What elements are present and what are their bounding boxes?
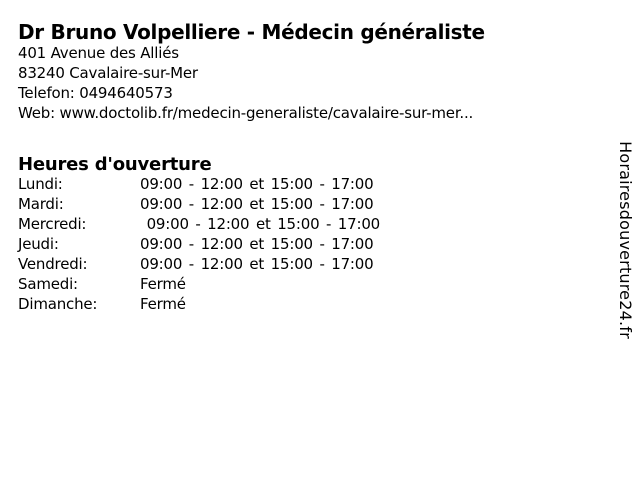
- contact-block: [18, 43, 473, 123]
- hours-row-tuesday: [18, 194, 380, 214]
- address-line-1: 401 Avenue des Alliés: [18, 44, 179, 62]
- hours-row-thursday: [18, 234, 380, 254]
- day-label: Mercredi:: [18, 215, 87, 233]
- opening-hours-table: [18, 174, 380, 314]
- opening-hours-heading: Heures d'ouverture: [18, 153, 212, 175]
- hours-value: 09:00 - 12:00 et 15:00 - 17:00: [140, 195, 374, 213]
- address-line-2: 83240 Cavalaire-sur-Mer: [18, 64, 198, 82]
- hours-row-friday: [18, 254, 380, 274]
- hours-row-sunday: [18, 294, 380, 314]
- hours-value: 09:00 - 12:00 et 15:00 - 17:00: [140, 255, 374, 273]
- day-label: Dimanche:: [18, 295, 98, 313]
- phone-line: Telefon: 0494640573: [18, 84, 173, 102]
- hours-row-saturday: [18, 274, 380, 294]
- hours-value: 09:00 - 12:00 et 15:00 - 17:00: [140, 235, 374, 253]
- hours-value: Fermé: [140, 275, 186, 293]
- day-label: Samedi:: [18, 275, 78, 293]
- hours-row-monday: [18, 174, 380, 194]
- hours-value: Fermé: [140, 295, 186, 313]
- day-label: Jeudi:: [18, 235, 59, 253]
- hours-row-wednesday: [18, 214, 380, 234]
- day-label: Lundi:: [18, 175, 63, 193]
- day-label: Mardi:: [18, 195, 64, 213]
- page-title: Dr Bruno Volpelliere - Médecin généraliste: [18, 20, 485, 45]
- day-label: Vendredi:: [18, 255, 88, 273]
- hours-value: 09:00 - 12:00 et 15:00 - 17:00: [140, 175, 374, 193]
- site-watermark-vertical: Horairesdouverture24.fr: [616, 141, 635, 339]
- hours-value: 09:00 - 12:00 et 15:00 - 17:00: [140, 215, 381, 233]
- web-line: Web: www.doctolib.fr/medecin-generaliste/cavalaire-sur-mer...: [18, 104, 474, 122]
